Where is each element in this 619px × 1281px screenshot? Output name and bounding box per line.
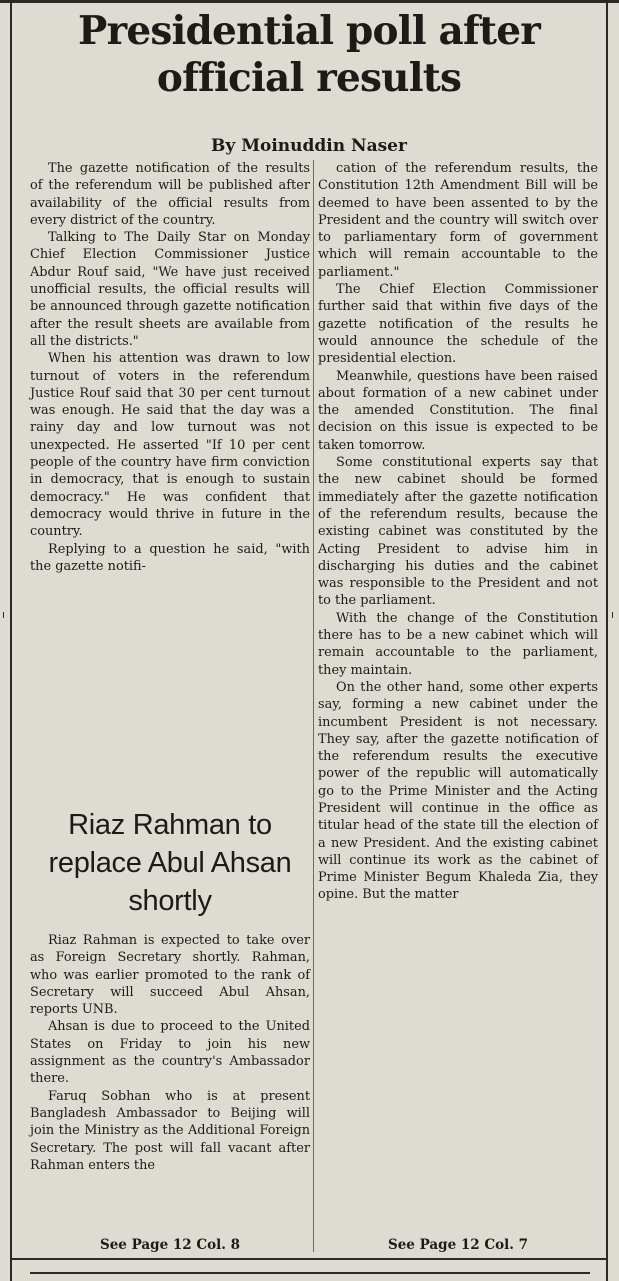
bottom-rule xyxy=(12,1258,606,1260)
story2-paragraph: Riaz Rahman is expected to take over as Foreign Secretary shortly. Rahman, who was earlier promoted to the rank of Secretary will succeed Abul Ahsan, reports UNB. xyxy=(30,933,310,1018)
story1-paragraph: With the change of the Constitution there has to be a new cabinet which will remain accountable to the parliament, they maintain. xyxy=(318,610,598,678)
top-rule xyxy=(0,0,619,3)
main-headline: Presidential poll after official results xyxy=(78,8,540,101)
story1-paragraph: Meanwhile, questions have been raised about formation of a new cabinet under the amended Constitution. The final decision on this issue is expected to be taken tomorrow. xyxy=(318,368,598,453)
story1-paragraph: cation of the referendum results, the Constitution 12th Amendment Bill will be deemed to have been assented to by the President and the country will switch over to parliamentary form of government which will remain accountable to the parliament." xyxy=(318,161,598,280)
story2-headline: Riaz Rahman to replace Abul Ahsan shortly xyxy=(48,809,292,917)
story2-paragraph: Ahsan is due to proceed to the United States on Friday to join his new assignment as the country's Ambassador there. xyxy=(30,1019,310,1087)
margin-tick xyxy=(3,612,4,618)
story1-jump-line: See Page 12 Col. 7 xyxy=(387,1237,529,1253)
story1-paragraph: When his attention was drawn to low turnout of voters in the referendum Justice Rouf said that 30 per cent turnout was enough. He said that the day was a rainy day and low turnout was not unexpected. He asserted "If 10 per cent people of the country have firm conviction in democracy, that is enough to sustain democracy." He was confident that democracy would thrive in future in the country. xyxy=(30,351,310,540)
byline: By Moinuddin Naser xyxy=(211,136,407,156)
story1-right-column xyxy=(318,160,598,904)
story1-paragraph: Replying to a question he said, "with the gazette notifi- xyxy=(30,541,310,574)
story1-paragraph: Talking to The Daily Star on Monday Chief Election Commissioner Justice Abdur Rouf said, "We have just received unofficial results, the official results will be announced through gazette notification after the result sheets are available from all the districts." xyxy=(30,230,310,349)
bottom-rule-secondary xyxy=(30,1272,590,1274)
story1-paragraph: On the other hand, some other experts say, forming a new cabinet under the incumbent President is not necessary. They say, after the gazette notification of the referendum results the executive power of the republic will automatically go to the Prime Minister and the Acting President will continue in the office as titular head of the state till the election of a new President. And the existing cabinet will continue its work as the cabinet of Prime Minister Begum Khaleda Zia, they opine. But the matter xyxy=(318,679,598,903)
story1-paragraph: The Chief Election Commissioner further said that within five days of the gazette notification of the results he would announce the schedule of the presidential election. xyxy=(318,282,598,367)
story1-paragraph: Some constitutional experts say that the new cabinet should be formed immediately after the gazette notification of the referendum results, because the existing cabinet was constituted by the Acting President to advise him in discharging his duties and the cabinet was responsible to the President and not to the parliament. xyxy=(318,455,598,609)
right-border xyxy=(606,0,608,1281)
left-border xyxy=(10,0,12,1281)
column-divider xyxy=(313,160,314,1252)
story1-left-column xyxy=(30,160,310,575)
story2-paragraph: Faruq Sobhan who is at present Bangladesh Ambassador to Beijing will join the Ministry as the Additional Foreign Secretary. The post will fall vacant after Rahman enters the xyxy=(30,1088,310,1173)
margin-tick xyxy=(612,612,613,618)
story1-paragraph: The gazette notification of the results of the referendum will be published after availability of the official results from every district of the country. xyxy=(30,161,310,228)
story2-column xyxy=(30,932,310,1174)
story2-jump-line: See Page 12 Col. 8 xyxy=(99,1237,241,1253)
